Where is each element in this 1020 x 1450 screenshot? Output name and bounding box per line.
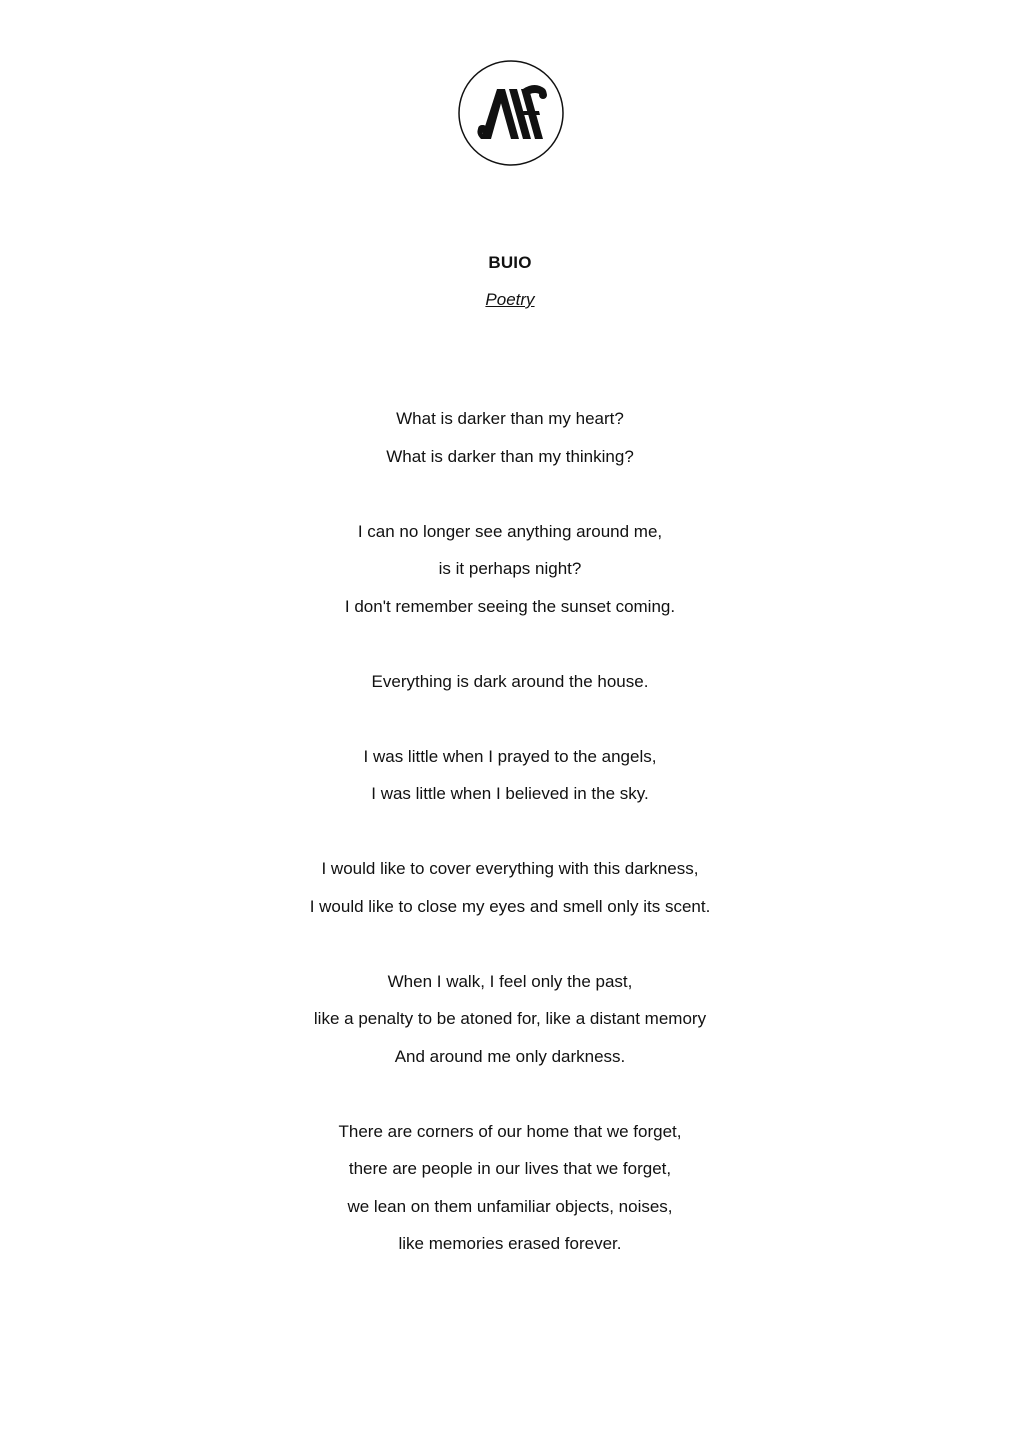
poem-line: What is darker than my heart? — [396, 409, 624, 428]
stanza — [0, 400, 1020, 475]
poem-body — [0, 400, 1020, 1300]
poem-line: like memories erased forever. — [398, 1234, 622, 1253]
stanza — [0, 663, 1020, 701]
poem-line: I was little when I believed in the sky. — [371, 784, 649, 803]
stanza — [0, 963, 1020, 1076]
poem-line: I would like to cover everything with this darkness, — [321, 859, 699, 878]
poem-line: I would like to close my eyes and smell only its scent. — [309, 896, 711, 916]
poem-line: And around me only darkness. — [394, 1046, 626, 1066]
page-subtitle: Poetry — [485, 290, 535, 309]
poem-line: there are people in our lives that we forget, — [348, 1159, 672, 1178]
stanza — [0, 850, 1020, 925]
stanza — [0, 1113, 1020, 1263]
poem-line: I was little when I prayed to the angels, — [363, 746, 657, 766]
stanza — [0, 513, 1020, 626]
poem-line: is it perhaps night? — [438, 559, 582, 578]
poem-line: I can no longer see anything around me, — [357, 521, 663, 541]
poem-line: we lean on them unfamiliar objects, noises, — [347, 1196, 673, 1216]
poem-line: Everything is dark around the house. — [371, 671, 649, 691]
mf-logo-icon — [457, 59, 565, 167]
poem-line: What is darker than my thinking? — [386, 446, 634, 466]
poem-line: There are corners of our home that we forget, — [338, 1121, 682, 1141]
page-title: BUIO — [488, 253, 532, 272]
poem-line: I don't remember seeing the sunset coming. — [344, 596, 676, 616]
stanza — [0, 738, 1020, 813]
poem-line: like a penalty to be atoned for, like a distant memory — [313, 1009, 707, 1028]
poem-line: When I walk, I feel only the past, — [387, 971, 633, 991]
